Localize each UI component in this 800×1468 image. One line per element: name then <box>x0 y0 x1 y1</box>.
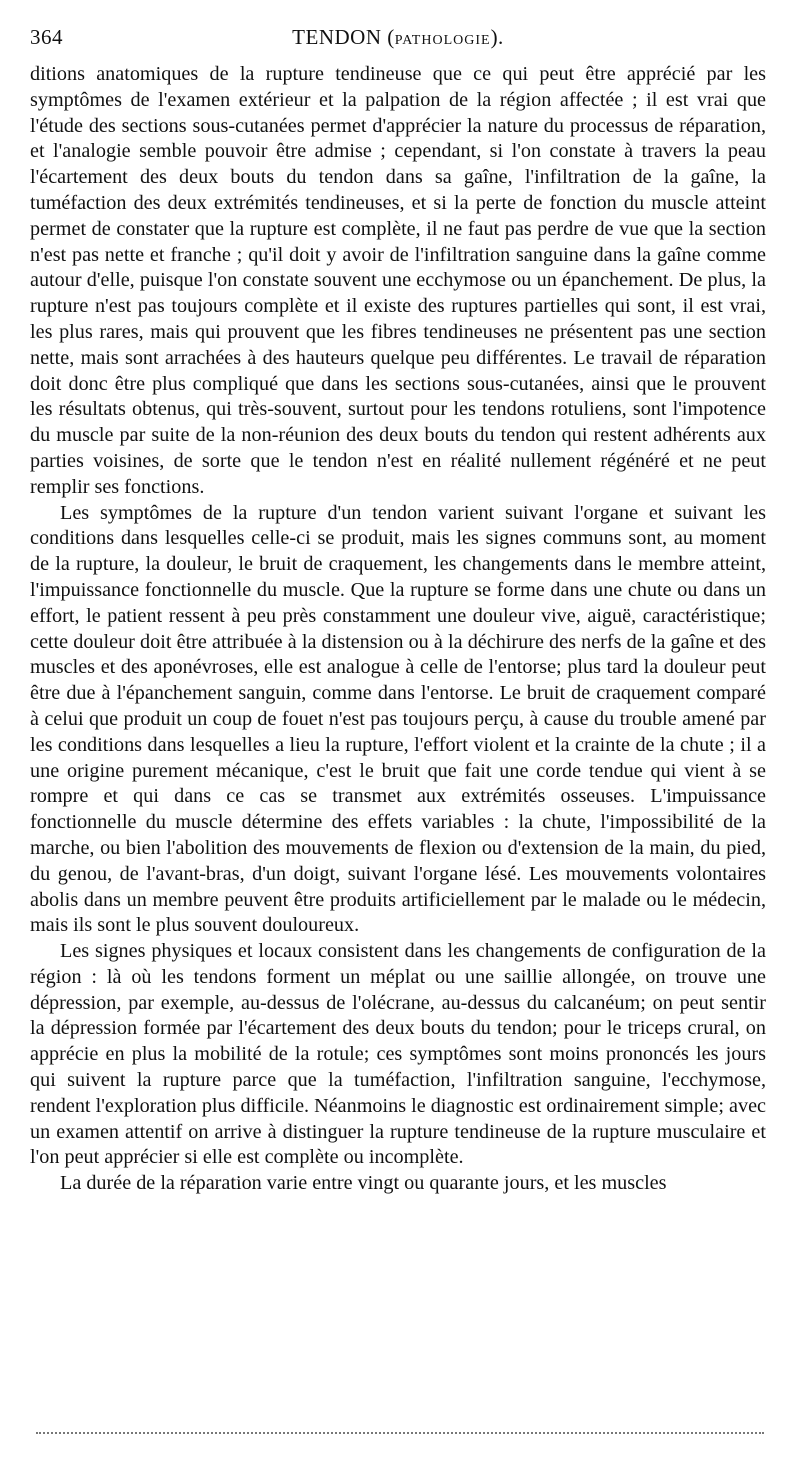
running-title <box>30 24 766 54</box>
paragraph-physical-signs: Les signes physiques et locaux consistent dans les changements de configuration de la région : là où les tendons forment un méplat ou une saillie allongée, on trouve une dépression, par exemple, au-dessus de l'olécrane, au-dessus du calcanéum; on peut sentir la dépression formée par l'écartement des deux bouts du tendon; pour le triceps crural, on apprécie en plus la mobilité de la rotule; ces symptômes sont moins prononcés les jours qui suivent la rupture parce que la tuméfaction, l'infiltration sanguine, l'ecchymose, rendent l'exploration plus difficile. Néanmoins le diagnostic est ordinairement simple; avec un examen attentif on arrive à distinguer la rupture tendineuse de la rupture musculaire et l'on peut apprécier si elle est complète ou incomplète. <box>30 940 766 1169</box>
running-title-subtitle: PATHOLOGIE <box>394 33 491 48</box>
running-head <box>30 24 766 50</box>
book-page <box>30 24 766 1197</box>
footer-dotted-rule <box>36 1432 764 1434</box>
paragraph-continued: ditions anatomiques de la rupture tendineuse que ce qui peut être apprécié par les symptômes de l'examen extérieur et la palpation de la région affectée ; il est vrai que l'étude des sections sous-cutanées permet d'apprécier la nature du processus de réparation, et l'analogie semble pouvoir être admise ; cependant, si l'on constate à travers la peau l'écartement des deux bouts du tendon dans sa gaîne, l'infiltration de la gaîne, la tuméfaction des deux extrémités tendineuses, et si la perte de fonction du muscle atteint permet de constater que la rupture est complète, il ne faut pas perdre de vue que la section n'est pas nette et franche ; qu'il doit y avoir de l'infiltration sanguine dans la gaîne comme autour d'elle, puisque l'on constate souvent une ecchymose ou un épanchement. De plus, la rupture n'est pas toujours complète et il existe des ruptures partielles qui sont, il est vrai, les plus rares, mais qui prouvent que les fibres tendineuses ne présentent pas une section nette, mais sont arrachées à des hauteurs quelque peu différentes. Le travail de réparation doit donc être plus compliqué que dans les sections sous-cutanées, ainsi que le prouvent les résultats obtenus, qui très-souvent, surtout pour les tendons rotuliens, sont l'impotence du muscle par suite de la non-réunion des deux bouts du tendon qui restent adhérents aux parties voisines, de sorte que le tendon n'est en réalité nullement régénéré et ne peut remplir ses fonctions. <box>30 63 766 498</box>
page-number: 364 <box>30 25 63 49</box>
paragraph-symptoms: Les symptômes de la rupture d'un tendon varient suivant l'organe et suivant les conditions dans lesquelles celle-ci se produit, mais les signes communs sont, au moment de la rupture, la douleur, le bruit de craquement, les changements dans le membre atteint, l'impuissance fonctionnelle du muscle. Que la rupture se forme dans une chute ou dans un effort, le patient ressent à peu près constamment une douleur vive, aiguë, caractéristique; cette douleur doit être attribuée à la distension ou à la déchirure des nerfs de la gaîne et des muscles et des aponévroses, elle est analogue à celle de l'entorse; plus tard la douleur peut être due à l'épanchement sanguin, comme dans l'entorse. Le bruit de craquement comparé à celui que produit un coup de fouet n'est pas toujours perçu, à cause du trouble amené par les conditions dans lesquelles a lieu la rupture, l'effort violent et la crainte de la chute ; il a une origine purement mécanique, c'est le bruit que fait une corde tendue qui vient à se rompre et qui dans ce cas se transmet aux extrémités osseuses. L'impuissance fonctionnelle du muscle détermine des effets variables : la chute, l'impossibilité de la marche, ou bien l'abolition des mouvements de flexion ou d'extension de la main, du pied, du genou, de l'avant-bras, d'un doigt, suivant l'organe lésé. Les mouvements volontaires abolis dans un membre peuvent être produits artificiellement par le malade ou le médecin, mais ils sont le plus souvent douloureux. <box>30 501 766 937</box>
paragraph-repair-duration: La durée de la réparation varie entre vingt ou quarante jours, et les muscles <box>60 1172 667 1195</box>
running-title-end: ). <box>490 25 504 49</box>
body-text <box>30 62 766 1197</box>
running-title-main: TENDON ( <box>292 25 395 49</box>
